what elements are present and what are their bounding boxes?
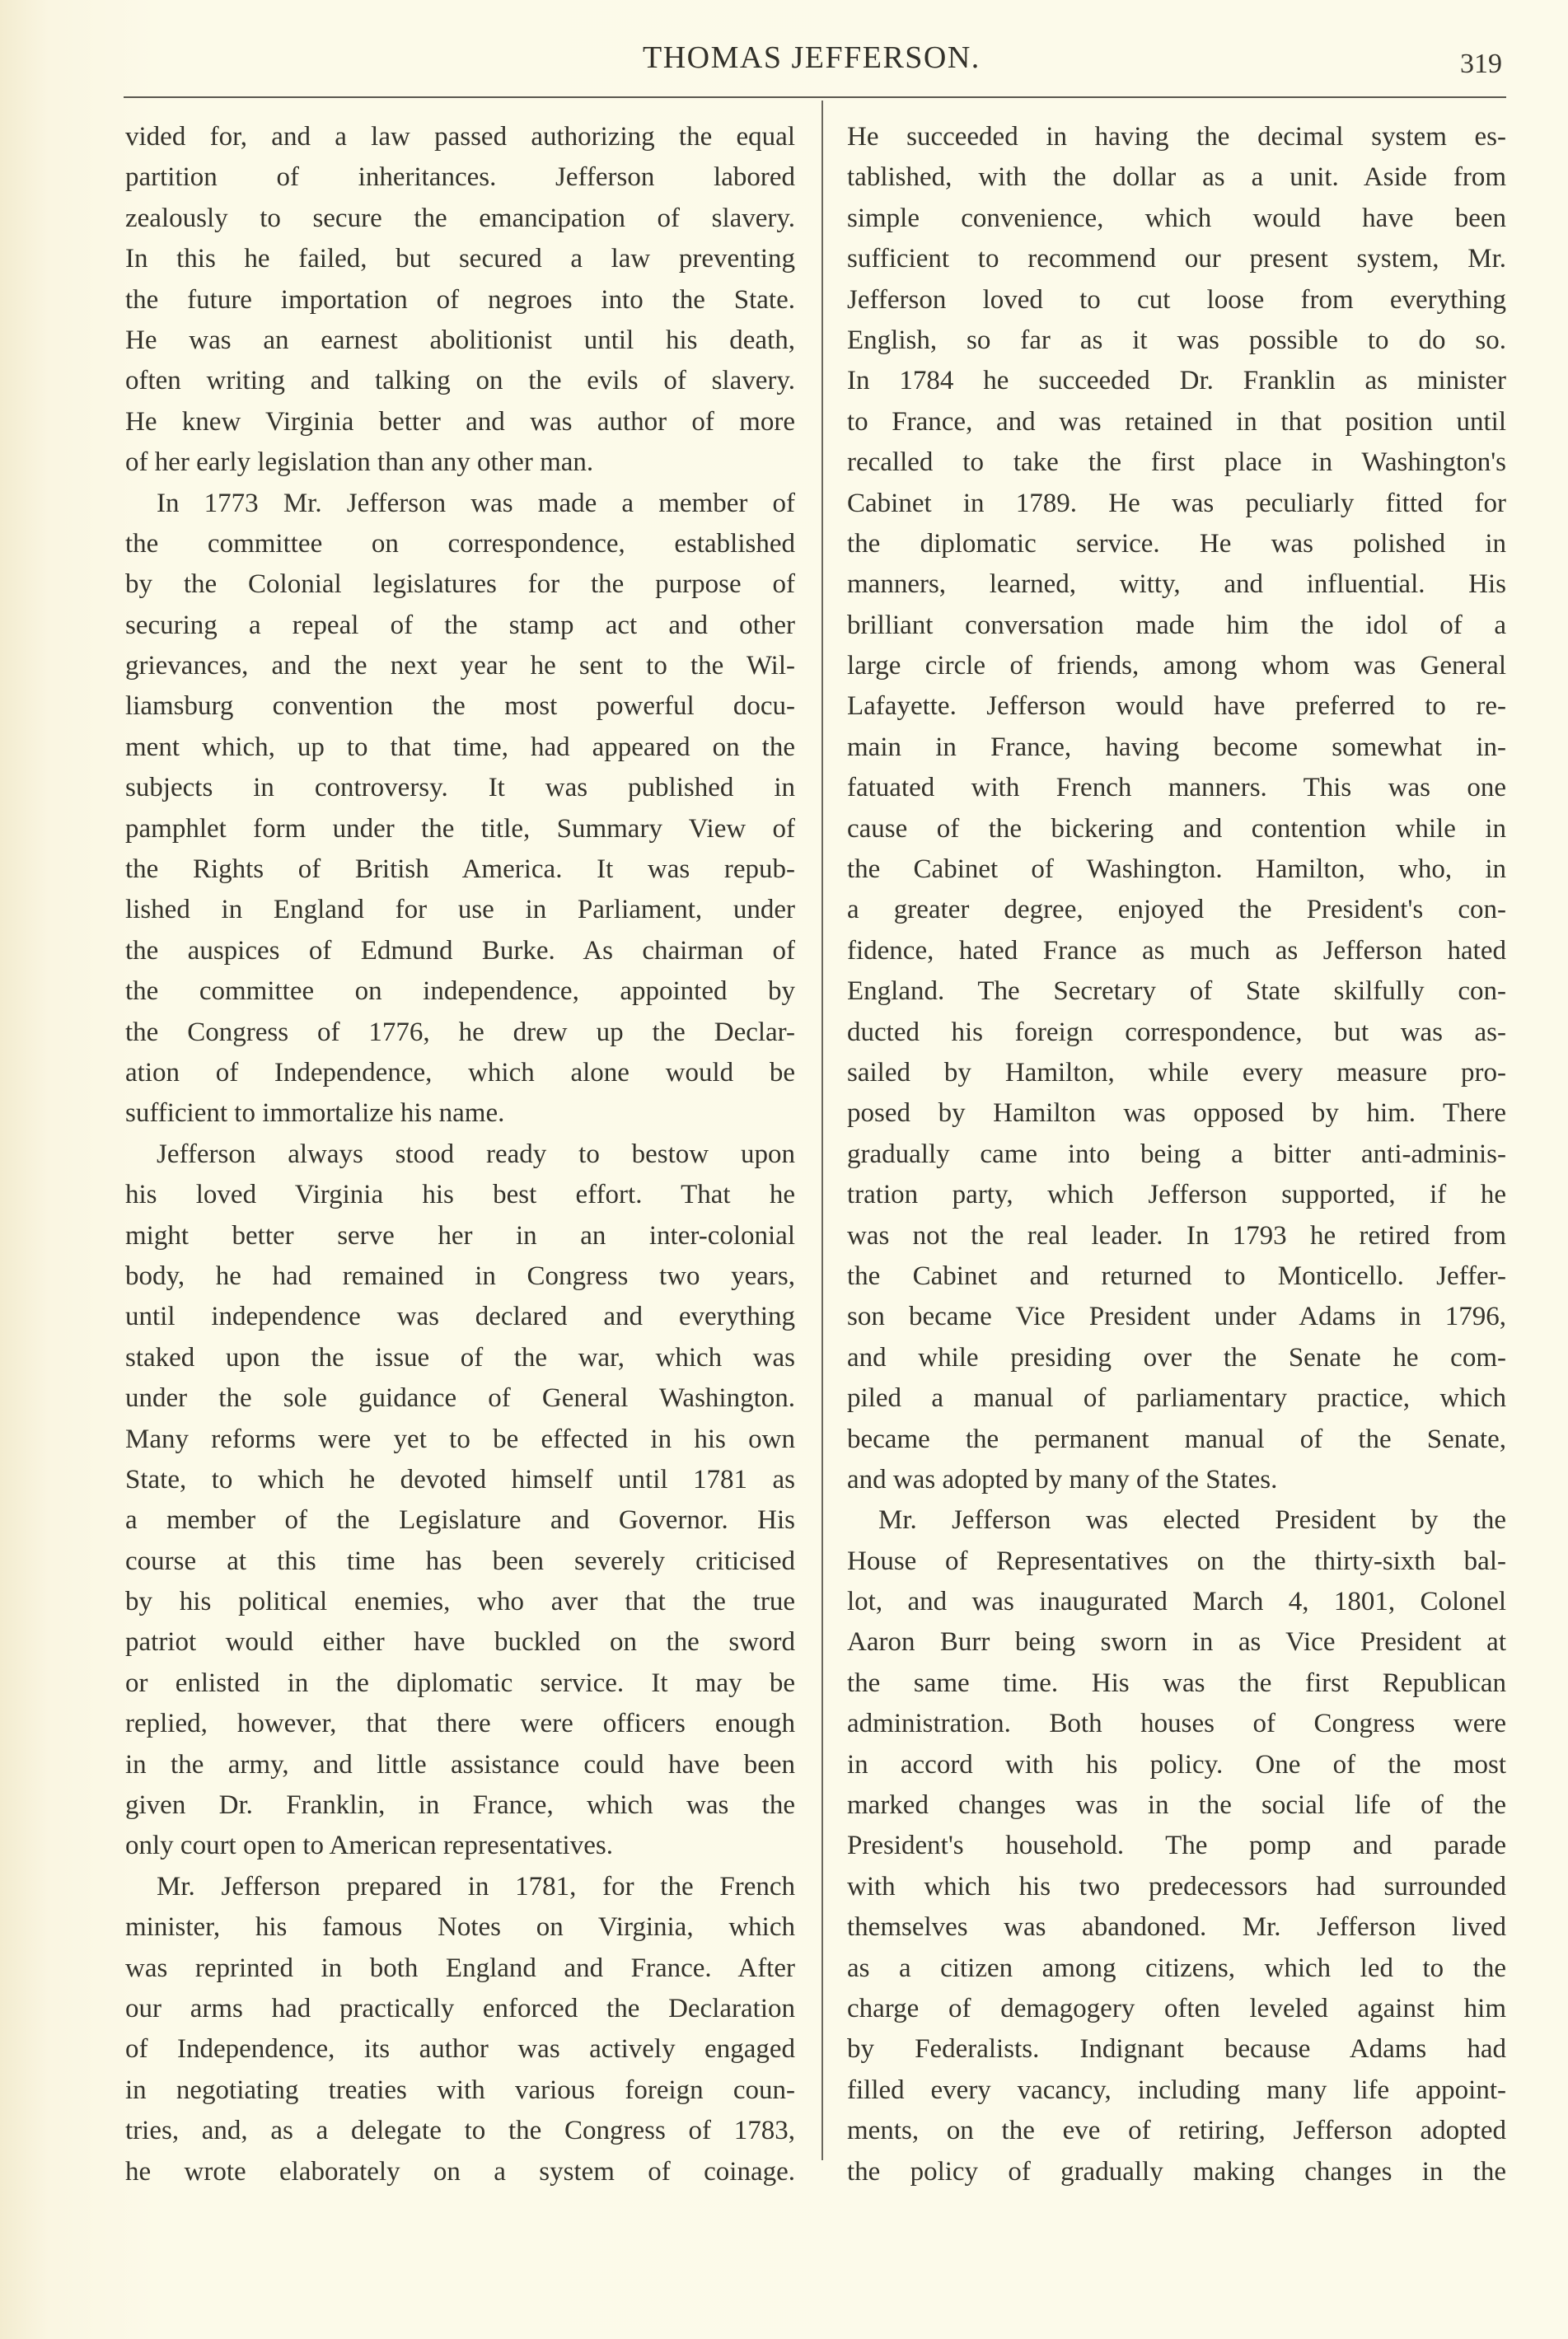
text-line: in accord with his policy. One of the most [847, 1749, 1506, 1780]
text-line: main in France, having become somewhat in- [847, 732, 1506, 762]
text-line: the auspices of Edmund Burke. As chairman of [125, 935, 795, 966]
text-line: body, he had remained in Congress two years, [125, 1261, 795, 1291]
text-line: vided for, and a law passed authorizing the equal [125, 122, 795, 152]
text-line: fidence, hated France as much as Jefferson hated [847, 935, 1506, 966]
text-line: pamphlet form under the title, Summary View of [125, 813, 795, 844]
text-line: England. The Secretary of State skilfully con- [847, 976, 1506, 1007]
text-line: administration. Both houses of Congress were [847, 1709, 1506, 1739]
text-line: He was an earnest abolitionist until his death, [125, 325, 795, 355]
text-line: lished in England for use in Parliament, under [125, 895, 795, 925]
text-line: was reprinted in both England and France. After [125, 1953, 795, 1983]
text-line: only court open to American representatives. [125, 1831, 613, 1861]
text-line: brilliant conversation made him the idol of a [847, 610, 1506, 640]
text-line: to France, and was retained in that position until [847, 406, 1506, 437]
text-line: posed by Hamilton was opposed by him. There [847, 1098, 1506, 1129]
text-line: grievances, and the next year he sent to the Wil- [125, 651, 795, 681]
text-line: filled every vacancy, including many life appoint- [847, 2075, 1506, 2105]
text-line: was not the real leader. In 1793 he retired from [847, 1220, 1506, 1251]
text-line: manners, learned, witty, and influential. His [847, 569, 1506, 600]
text-line: securing a repeal of the stamp act and other [125, 610, 795, 640]
text-line: Many reforms were yet to be effected in his own [125, 1424, 795, 1454]
text-line: the policy of gradually making changes in the [847, 2156, 1506, 2187]
text-line: sufficient to immortalize his name. [125, 1098, 505, 1129]
right-column [847, 117, 1506, 2192]
text-line: lot, and was inaugurated March 4, 1801, Colonel [847, 1587, 1506, 1617]
text-line: the Congress of 1776, he drew up the Declar- [125, 1017, 795, 1047]
text-line: ment which, up to that time, had appeared on the [125, 732, 795, 762]
text-line: with which his two predecessors had surrounded [847, 1871, 1506, 1902]
text-line: ducted his foreign correspondence, but was as- [847, 1017, 1506, 1047]
text-line: might better serve her in an inter-colonial [125, 1220, 795, 1251]
text-line: tablished, with the dollar as a unit. Aside from [847, 162, 1506, 193]
text-line: by his political enemies, who aver that the true [125, 1587, 795, 1617]
text-line: fatuated with French manners. This was one [847, 773, 1506, 803]
header-rule [124, 96, 1506, 98]
text-line: President's household. The pomp and parade [847, 1831, 1506, 1861]
text-line: Aaron Burr being sworn in as Vice President at [847, 1627, 1506, 1658]
text-line: large circle of friends, among whom was General [847, 651, 1506, 681]
text-line: son became Vice President under Adams in 1796, [847, 1302, 1506, 1332]
text-line: partition of inheritances. Jefferson labored [125, 162, 795, 193]
text-line: given Dr. Franklin, in France, which was the [125, 1790, 795, 1821]
text-line: minister, his famous Notes on Virginia, which [125, 1912, 795, 1943]
text-line: the committee on independence, appointed by [125, 976, 795, 1007]
text-line: the diplomatic service. He was polished in [847, 528, 1506, 559]
text-line: House of Representatives on the thirty-sixth bal- [847, 1546, 1506, 1576]
text-line: patriot would either have buckled on the sword [125, 1627, 795, 1658]
text-line: English, so far as it was possible to do so. [847, 325, 1506, 355]
text-line: gradually came into being a bitter anti-adminis- [847, 1139, 1506, 1169]
text-line: as a citizen among citizens, which led to the [847, 1953, 1506, 1983]
text-line: In 1784 he succeeded Dr. Franklin as minister [847, 366, 1506, 396]
text-line: until independence was declared and everything [125, 1302, 795, 1332]
text-line: zealously to secure the emancipation of slavery. [125, 203, 795, 233]
text-line: tries, and, as a delegate to the Congress of 1783, [125, 2116, 795, 2146]
text-line: subjects in controversy. It was published in [125, 773, 795, 803]
text-line: charge of demagogery often leveled against him [847, 1993, 1506, 2023]
text-line: tration party, which Jefferson supported, if he [847, 1180, 1506, 1210]
text-line: recalled to take the first place in Washington's [847, 447, 1506, 478]
page-title: THOMAS JEFFERSON. [643, 40, 981, 75]
text-line: sufficient to recommend our present system, Mr. [847, 244, 1506, 274]
text-line: simple convenience, which would have been [847, 203, 1506, 233]
text-line: of her early legislation than any other man. [125, 447, 594, 478]
text-line: the Cabinet and returned to Monticello. Jeffer- [847, 1261, 1506, 1291]
text-line: He succeeded in having the decimal system es- [847, 122, 1506, 152]
text-line: replied, however, that there were officers enough [125, 1709, 795, 1739]
text-line: the future importation of negroes into the State. [125, 284, 795, 315]
running-head [0, 33, 1568, 82]
text-line: In 1773 Mr. Jefferson was made a member of [157, 488, 795, 518]
text-line: of Independence, its author was actively engaged [125, 2034, 795, 2065]
text-line: Cabinet in 1789. He was peculiarly fitted for [847, 488, 1506, 518]
text-line: the same time. His was the first Republican [847, 1668, 1506, 1698]
text-line: a member of the Legislature and Governor. His [125, 1505, 795, 1536]
text-line: the Rights of British America. It was repub- [125, 854, 795, 885]
text-line: In this he failed, but secured a law preventing [125, 244, 795, 274]
text-line: by Federalists. Indignant because Adams had [847, 2034, 1506, 2065]
text-line: a greater degree, enjoyed the President's con- [847, 895, 1506, 925]
text-line: Lafayette. Jefferson would have preferred to re- [847, 691, 1506, 722]
text-line: our arms had practically enforced the Declaration [125, 1993, 795, 2023]
text-line: often writing and talking on the evils of slavery. [125, 366, 795, 396]
text-line: ation of Independence, which alone would be [125, 1057, 795, 1088]
text-line: ments, on the eve of retiring, Jefferson adopted [847, 2116, 1506, 2146]
text-line: staked upon the issue of the war, which was [125, 1342, 795, 1373]
text-line: and was adopted by many of the States. [847, 1464, 1278, 1495]
text-line: themselves was abandoned. Mr. Jefferson lived [847, 1912, 1506, 1943]
text-line: He knew Virginia better and was author of more [125, 406, 795, 437]
text-line: liamsburg convention the most powerful docu- [125, 691, 795, 722]
column-divider [821, 101, 823, 2160]
text-line: the Cabinet of Washington. Hamilton, who, in [847, 854, 1506, 885]
text-line: under the sole guidance of General Washington. [125, 1383, 795, 1414]
text-line: Jefferson always stood ready to bestow upon [157, 1139, 795, 1169]
text-line: in the army, and little assistance could have been [125, 1749, 795, 1780]
text-line: Jefferson loved to cut loose from everything [847, 284, 1506, 315]
page-number: 319 [1460, 49, 1502, 79]
text-line: sailed by Hamilton, while every measure pro- [847, 1057, 1506, 1088]
text-line: Mr. Jefferson prepared in 1781, for the French [157, 1871, 795, 1902]
text-line: marked changes was in the social life of the [847, 1790, 1506, 1821]
text-line: became the permanent manual of the Senate, [847, 1424, 1506, 1454]
text-line: his loved Virginia his best effort. That he [125, 1180, 795, 1210]
text-line: by the Colonial legislatures for the purpose of [125, 569, 795, 600]
text-line: Mr. Jefferson was elected President by the [878, 1505, 1506, 1536]
text-line: piled a manual of parliamentary practice, which [847, 1383, 1506, 1414]
text-line: or enlisted in the diplomatic service. It may be [125, 1668, 795, 1698]
text-line: the committee on correspondence, established [125, 528, 795, 559]
text-line: State, to which he devoted himself until 1781 as [125, 1464, 795, 1495]
left-column [125, 117, 795, 2192]
text-line: and while presiding over the Senate he com- [847, 1342, 1506, 1373]
text-line: in negotiating treaties with various foreign coun- [125, 2075, 795, 2105]
text-line: course at this time has been severely criticised [125, 1546, 795, 1576]
text-line: cause of the bickering and contention while in [847, 813, 1506, 844]
text-line: he wrote elaborately on a system of coinage. [125, 2156, 795, 2187]
